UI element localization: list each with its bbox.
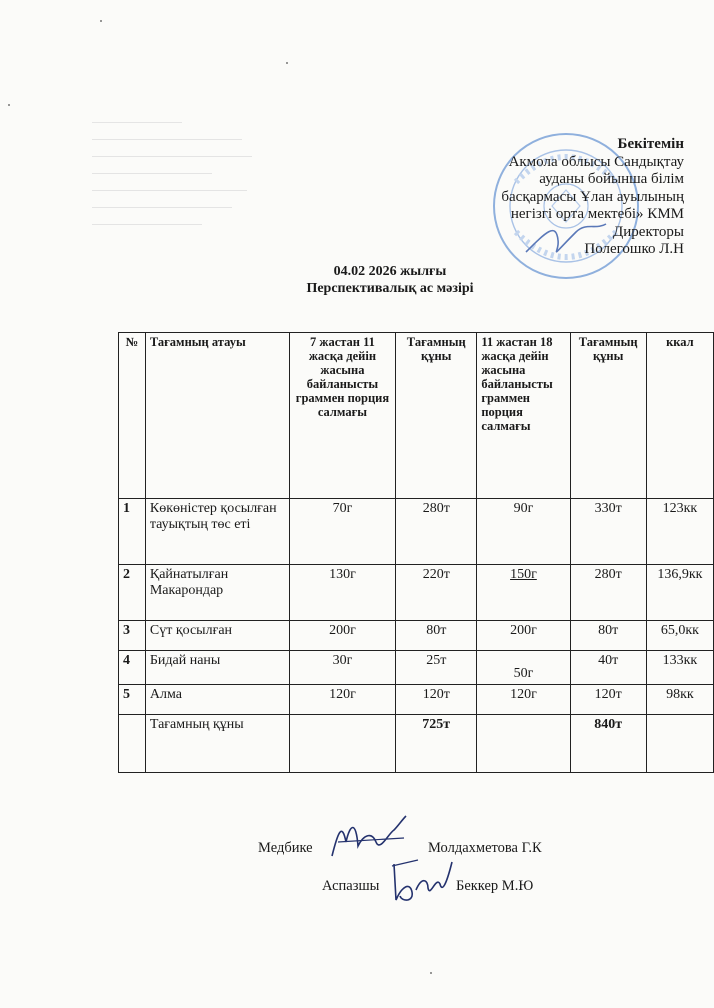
table-header-row: [119, 333, 714, 499]
approval-line: ауданы бойынша білім: [539, 171, 684, 187]
approval-block: [501, 136, 684, 259]
total-price-older: 840т: [570, 715, 646, 773]
dish-name: Алма: [145, 685, 289, 715]
price-young: 80т: [396, 621, 477, 651]
price-older: 280т: [570, 565, 646, 621]
price-older: 40т: [570, 651, 646, 685]
speck: [100, 20, 102, 22]
nurse-signature: [328, 812, 410, 862]
table-row: [119, 621, 714, 651]
speck: [286, 62, 288, 64]
header-cell: 11 жастан 18 жасқа дейін жасына байланысты граммен порция салмағы: [477, 333, 570, 499]
header-cell: Тағамның атауы: [145, 333, 289, 499]
approval-line: Директоры: [613, 223, 684, 240]
dish-name: Бидай наны: [145, 651, 289, 685]
row-number: 3: [119, 621, 146, 651]
speck: [8, 104, 10, 106]
weight-young: 200г: [289, 621, 395, 651]
approval-line: Полегошко Л.Н: [584, 241, 684, 257]
speck: [430, 972, 432, 974]
weight-young: 70г: [289, 499, 395, 565]
kcal: 123кк: [646, 499, 713, 565]
menu-table: [118, 332, 714, 773]
approval-line: басқармасы Ұлан ауылының: [501, 188, 684, 205]
approval-line: негізгі орта мектебі» КММ: [510, 206, 684, 222]
header-cell: Тағамның құны: [570, 333, 646, 499]
kcal: 65,0кк: [646, 621, 713, 651]
price-young: 25т: [396, 651, 477, 685]
header-cell: ккал: [646, 333, 713, 499]
row-number: 5: [119, 685, 146, 715]
cook-name: Беккер М.Ю: [456, 878, 534, 894]
menu-heading: [260, 263, 520, 297]
nurse-role: Медбике: [258, 840, 313, 856]
header-cell: 7 жастан 11 жасқа дейін жасына байланысты граммен порция салмағы: [289, 333, 395, 499]
price-young: 280т: [396, 499, 477, 565]
dish-name: Көкөністер қосылған тауықтың төс еті: [145, 499, 289, 565]
total-label: Тағамның құны: [145, 715, 289, 773]
table-row: [119, 499, 714, 565]
dish-name: Сүт қосылған: [145, 621, 289, 651]
header-cell: №: [119, 333, 146, 499]
empty-cell: [289, 715, 395, 773]
nurse-name: Молдахметова Г.К: [428, 840, 542, 856]
weight-young: 130г: [289, 565, 395, 621]
row-number: 4: [119, 651, 146, 685]
total-price-young: 725т: [396, 715, 477, 773]
kcal: 133кк: [646, 651, 713, 685]
price-young: 120т: [396, 685, 477, 715]
table-row: [119, 565, 714, 621]
cook-signature: [388, 856, 456, 908]
row-number: 1: [119, 499, 146, 565]
menu-title: Перспективалық ас мәзірі: [306, 281, 474, 296]
show-through-text: [92, 108, 262, 248]
weight-young: 120г: [289, 685, 395, 715]
weight-young: 30г: [289, 651, 395, 685]
weight-older: 150г: [477, 565, 570, 621]
approval-line: Акмола облысы Сандықтау: [508, 153, 684, 170]
approval-title: Бекітемін: [617, 136, 684, 152]
cook-role: Аспазшы: [322, 878, 380, 894]
menu-date: 04.02 2026 жылғы: [333, 264, 447, 279]
price-young: 220т: [396, 565, 477, 621]
empty-cell: [646, 715, 713, 773]
table-row: [119, 651, 714, 685]
header-cell: Тағамның құны: [396, 333, 477, 499]
dish-name: Қайнатылған Макарондар: [145, 565, 289, 621]
row-number: 2: [119, 565, 146, 621]
price-older: 120т: [570, 685, 646, 715]
price-older: 80т: [570, 621, 646, 651]
weight-older: 120г: [477, 685, 570, 715]
table-total-row: [119, 715, 714, 773]
weight-older: 50г: [477, 651, 570, 685]
weight-older: 90г: [477, 499, 570, 565]
weight-older: 200г: [477, 621, 570, 651]
empty-cell: [119, 715, 146, 773]
kcal: 136,9кк: [646, 565, 713, 621]
kcal: 98кк: [646, 685, 713, 715]
price-older: 330т: [570, 499, 646, 565]
empty-cell: [477, 715, 570, 773]
table-row: [119, 685, 714, 715]
